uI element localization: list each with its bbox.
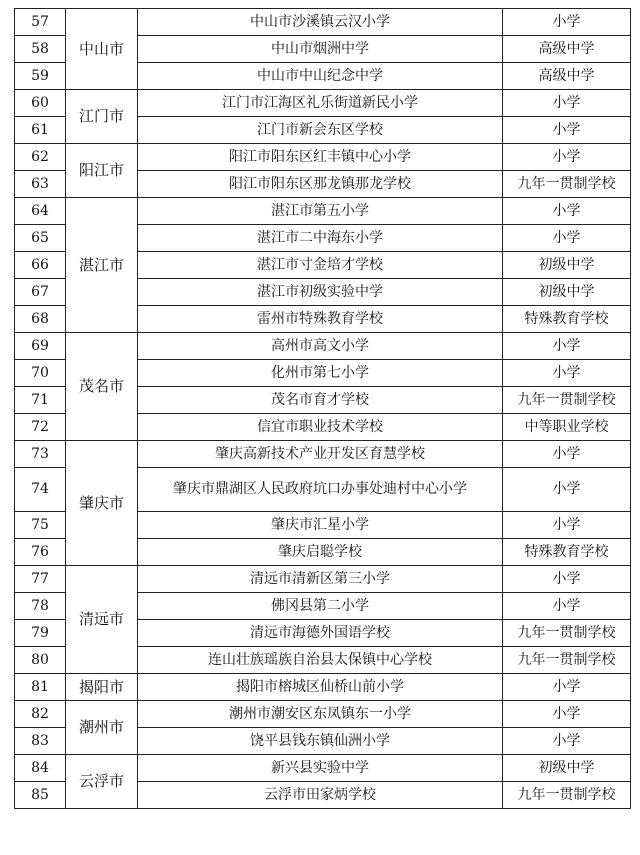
school-type-cell: 小学 xyxy=(503,566,631,593)
city-cell: 肇庆市 xyxy=(66,441,138,566)
row-number: 65 xyxy=(15,225,66,252)
row-number: 76 xyxy=(15,539,66,566)
table-row xyxy=(15,333,631,360)
city-cell: 潮州市 xyxy=(66,701,138,755)
row-number: 62 xyxy=(15,144,66,171)
school-type-cell: 小学 xyxy=(503,9,631,36)
school-name-cell: 湛江市第五小学 xyxy=(138,198,503,225)
school-name-cell: 潮州市潮安区东凤镇东一小学 xyxy=(138,701,503,728)
city-cell: 中山市 xyxy=(66,9,138,90)
school-type-cell: 小学 xyxy=(503,512,631,539)
school-name-cell: 揭阳市榕城区仙桥山前小学 xyxy=(138,674,503,701)
school-name-cell: 清远市海德外国语学校 xyxy=(138,620,503,647)
row-number: 85 xyxy=(15,782,66,809)
table-body xyxy=(15,9,631,809)
school-name-cell: 湛江市二中海东小学 xyxy=(138,225,503,252)
school-type-cell: 高级中学 xyxy=(503,36,631,63)
school-type-cell: 小学 xyxy=(503,701,631,728)
row-number: 57 xyxy=(15,9,66,36)
row-number: 73 xyxy=(15,441,66,468)
table-row xyxy=(15,9,631,36)
row-number: 79 xyxy=(15,620,66,647)
school-type-cell: 小学 xyxy=(503,674,631,701)
school-list-table xyxy=(14,8,631,809)
school-type-cell: 九年一贯制学校 xyxy=(503,171,631,198)
school-name-cell: 肇庆市鼎湖区人民政府坑口办事处迪村中心小学 xyxy=(138,468,503,512)
school-name-cell: 中山市中山纪念中学 xyxy=(138,63,503,90)
school-name-cell: 阳江市阳东区红丰镇中心小学 xyxy=(138,144,503,171)
row-number: 80 xyxy=(15,647,66,674)
school-name-cell: 云浮市田家炳学校 xyxy=(138,782,503,809)
row-number: 82 xyxy=(15,701,66,728)
row-number: 83 xyxy=(15,728,66,755)
school-type-cell: 小学 xyxy=(503,144,631,171)
school-type-cell: 初级中学 xyxy=(503,279,631,306)
row-number: 69 xyxy=(15,333,66,360)
row-number: 68 xyxy=(15,306,66,333)
city-cell: 江门市 xyxy=(66,90,138,144)
school-name-cell: 信宜市职业技术学校 xyxy=(138,414,503,441)
city-cell: 云浮市 xyxy=(66,755,138,809)
table-row xyxy=(15,674,631,701)
row-number: 78 xyxy=(15,593,66,620)
school-type-cell: 高级中学 xyxy=(503,63,631,90)
school-name-cell: 江门市江海区礼乐街道新民小学 xyxy=(138,90,503,117)
school-name-cell: 中山市沙溪镇云汉小学 xyxy=(138,9,503,36)
row-number: 71 xyxy=(15,387,66,414)
school-name-cell: 清远市清新区第三小学 xyxy=(138,566,503,593)
city-cell: 清远市 xyxy=(66,566,138,674)
table-row xyxy=(15,441,631,468)
city-cell: 茂名市 xyxy=(66,333,138,441)
school-name-cell: 雷州市特殊教育学校 xyxy=(138,306,503,333)
school-type-cell: 初级中学 xyxy=(503,755,631,782)
school-type-cell: 小学 xyxy=(503,468,631,512)
school-name-cell: 饶平县钱东镇仙洲小学 xyxy=(138,728,503,755)
school-name-cell: 肇庆高新技术产业开发区育慧学校 xyxy=(138,441,503,468)
row-number: 59 xyxy=(15,63,66,90)
school-type-cell: 九年一贯制学校 xyxy=(503,782,631,809)
school-list-page xyxy=(14,8,630,809)
school-name-cell: 佛冈县第二小学 xyxy=(138,593,503,620)
row-number: 64 xyxy=(15,198,66,225)
school-type-cell: 小学 xyxy=(503,593,631,620)
school-name-cell: 湛江市初级实验中学 xyxy=(138,279,503,306)
school-name-cell: 新兴县实验中学 xyxy=(138,755,503,782)
school-type-cell: 初级中学 xyxy=(503,252,631,279)
school-type-cell: 小学 xyxy=(503,728,631,755)
row-number: 70 xyxy=(15,360,66,387)
city-cell: 揭阳市 xyxy=(66,674,138,701)
table-row xyxy=(15,566,631,593)
row-number: 75 xyxy=(15,512,66,539)
school-name-cell: 茂名市育才学校 xyxy=(138,387,503,414)
table-row xyxy=(15,755,631,782)
school-type-cell: 九年一贯制学校 xyxy=(503,647,631,674)
row-number: 63 xyxy=(15,171,66,198)
school-type-cell: 小学 xyxy=(503,117,631,144)
school-type-cell: 中等职业学校 xyxy=(503,414,631,441)
school-type-cell: 九年一贯制学校 xyxy=(503,387,631,414)
row-number: 61 xyxy=(15,117,66,144)
row-number: 67 xyxy=(15,279,66,306)
row-number: 72 xyxy=(15,414,66,441)
school-name-cell: 肇庆市汇星小学 xyxy=(138,512,503,539)
school-name-cell: 江门市新会东区学校 xyxy=(138,117,503,144)
school-name-cell: 高州市高文小学 xyxy=(138,333,503,360)
city-cell: 湛江市 xyxy=(66,198,138,333)
school-type-cell: 特殊教育学校 xyxy=(503,539,631,566)
row-number: 60 xyxy=(15,90,66,117)
row-number: 74 xyxy=(15,468,66,512)
school-type-cell: 小学 xyxy=(503,225,631,252)
school-type-cell: 小学 xyxy=(503,198,631,225)
school-name-cell: 中山市烟洲中学 xyxy=(138,36,503,63)
school-type-cell: 特殊教育学校 xyxy=(503,306,631,333)
row-number: 84 xyxy=(15,755,66,782)
school-type-cell: 小学 xyxy=(503,441,631,468)
school-type-cell: 小学 xyxy=(503,360,631,387)
school-name-cell: 湛江市寸金培才学校 xyxy=(138,252,503,279)
school-name-cell: 化州市第七小学 xyxy=(138,360,503,387)
row-number: 77 xyxy=(15,566,66,593)
row-number: 58 xyxy=(15,36,66,63)
school-type-cell: 九年一贯制学校 xyxy=(503,620,631,647)
school-type-cell: 小学 xyxy=(503,90,631,117)
city-cell: 阳江市 xyxy=(66,144,138,198)
table-row xyxy=(15,701,631,728)
school-name-cell: 阳江市阳东区那龙镇那龙学校 xyxy=(138,171,503,198)
table-row xyxy=(15,90,631,117)
school-name-cell: 肇庆启聪学校 xyxy=(138,539,503,566)
school-type-cell: 小学 xyxy=(503,333,631,360)
table-row xyxy=(15,144,631,171)
row-number: 66 xyxy=(15,252,66,279)
school-name-cell: 连山壮族瑶族自治县太保镇中心学校 xyxy=(138,647,503,674)
table-row xyxy=(15,198,631,225)
row-number: 81 xyxy=(15,674,66,701)
